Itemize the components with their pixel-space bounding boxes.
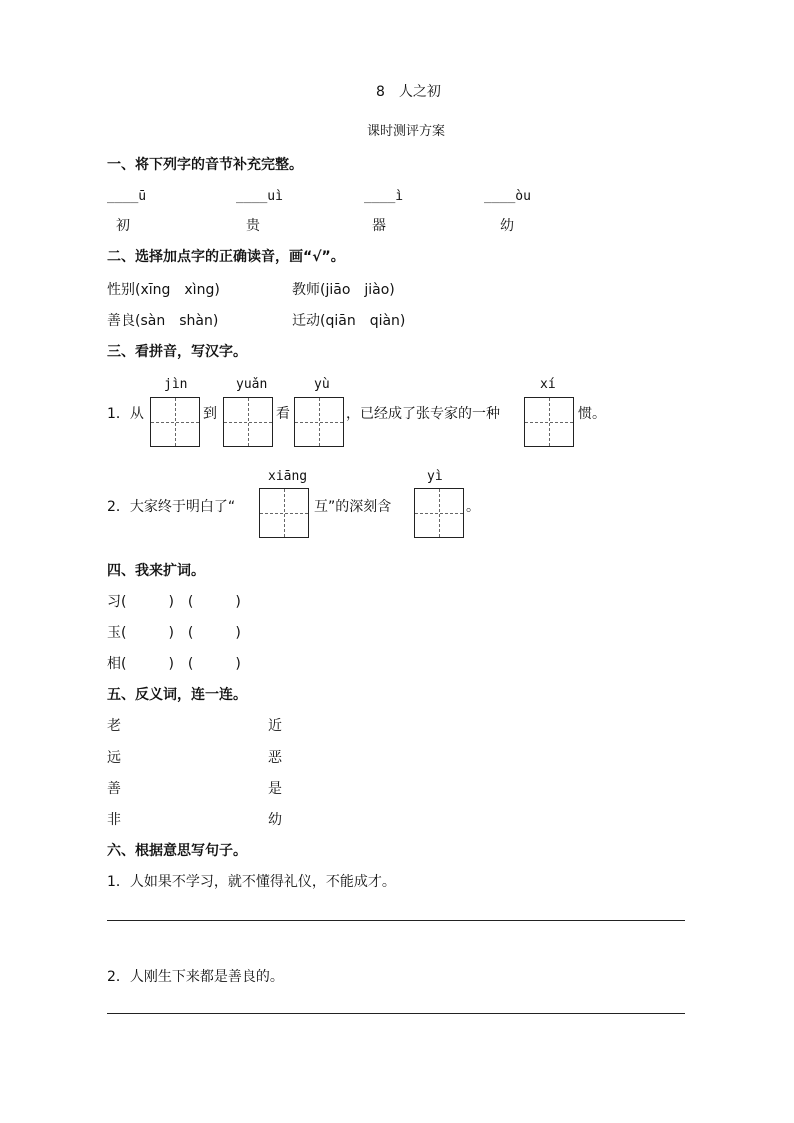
writing-grid[interactable] [259,488,309,538]
question-text: ，已经成了张专家的一种 [346,406,500,422]
question-text: 1．从 [107,406,144,422]
antonym-left[interactable]: 老 [107,718,121,734]
antonym-left[interactable]: 非 [107,812,121,828]
word-expand-row[interactable]: 相( ) ( ) [107,656,241,672]
section-3-heading: 三、看拼音，写汉字。 [107,344,247,360]
sentence-prompt: 2．人刚生下来都是善良的。 [107,969,284,985]
word-expand-row[interactable]: 玉( ) ( ) [107,625,241,641]
character: 幼 [500,218,514,234]
antonym-right[interactable]: 是 [268,781,282,797]
question-text: 惯。 [578,406,606,422]
pinyin-label: yuǎn [236,377,268,392]
sentence-prompt: 1．人如果不学习，就不懂得礼仪，不能成才。 [107,874,396,890]
page-subtitle: 课时测评方案 [367,124,446,139]
question-text: 看 [276,406,290,422]
pinyin-label: yì [427,469,443,484]
pinyin-label: jìn [164,377,188,392]
syllable-blank[interactable]: ____ū [107,189,147,204]
reading-choice[interactable]: 性别(xīng xìng) [107,282,220,298]
pinyin-label: xí [540,377,556,392]
reading-choice[interactable]: 善良(sàn shàn) [107,313,219,329]
word-expand-row[interactable]: 习( ) ( ) [107,594,241,610]
syllable-blank[interactable]: ____ì [364,189,404,204]
answer-line[interactable] [107,920,685,921]
writing-grid[interactable] [150,397,200,447]
section-1-heading: 一、将下列字的音节补充完整。 [107,157,303,173]
antonym-right[interactable]: 近 [268,718,282,734]
antonym-right[interactable]: 幼 [268,812,282,828]
antonym-left[interactable]: 善 [107,781,121,797]
question-text: 2．大家终于明白了“ [107,499,236,515]
character: 贵 [246,218,260,234]
writing-grid[interactable] [414,488,464,538]
question-text: 。 [466,499,480,515]
writing-grid[interactable] [294,397,344,447]
reading-choice[interactable]: 教师(jiāo jiào) [292,282,395,298]
writing-grid[interactable] [524,397,574,447]
antonym-left[interactable]: 远 [107,750,121,766]
syllable-blank[interactable]: ____uì [236,189,283,204]
question-text: 互”的深刻含 [314,499,392,515]
page-title: 8 人之初 [376,84,441,100]
antonym-right[interactable]: 恶 [268,750,282,766]
writing-grid[interactable] [223,397,273,447]
character: 初 [116,218,130,234]
section-5-heading: 五、反义词，连一连。 [107,687,247,703]
section-4-heading: 四、我来扩词。 [107,563,205,579]
reading-choice[interactable]: 迁动(qiān qiàn) [292,313,406,329]
pinyin-label: yù [314,377,330,392]
answer-line[interactable] [107,1013,685,1014]
section-6-heading: 六、根据意思写句子。 [107,843,247,859]
section-2-heading: 二、选择加点字的正确读音，画“√”。 [107,249,345,265]
syllable-blank[interactable]: ____òu [484,189,531,204]
pinyin-label: xiāng [268,469,308,484]
character: 器 [372,218,386,234]
question-text: 到 [203,406,217,422]
